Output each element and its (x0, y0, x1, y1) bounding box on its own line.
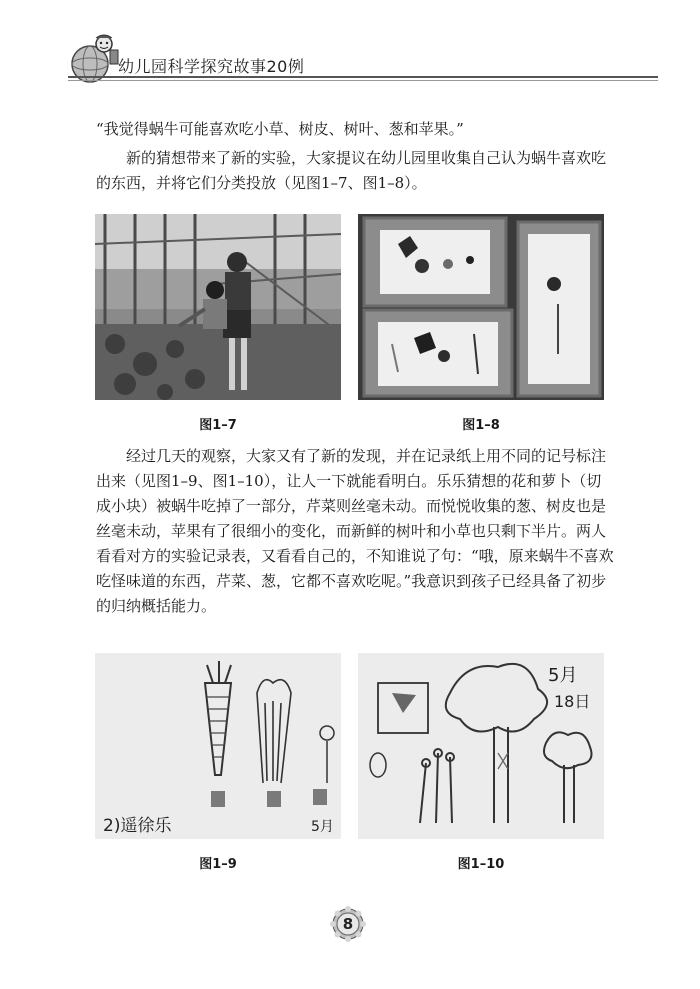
drawing-date-month: 5月 (311, 819, 334, 835)
photo-sorted-baskets (358, 214, 604, 400)
header-rule (68, 76, 658, 78)
drawing-trees-grass-record (358, 653, 604, 839)
drawing-day: 18日 (554, 692, 591, 711)
figure-caption-1-10: 图1–10 (457, 857, 505, 872)
experiment-paragraph: 新的猜想带来了新的实验，大家提议在幼儿园里收集自己认为蜗牛喜欢吃的东西，并将它们分类投放（见图1–7、图1–8）。 (96, 149, 607, 192)
figure-caption-1-7: 图1–7 (199, 418, 237, 433)
page-number: 8 (342, 915, 354, 933)
drawing-month: 5月 (548, 665, 578, 686)
photo-children-garden (95, 214, 341, 400)
drawing-child-name: 2)遥徐乐 (103, 816, 172, 836)
book-title: 幼儿园科学探究故事20例 (118, 57, 305, 76)
figure-caption-1-8: 图1–8 (462, 418, 500, 433)
drawing-carrot-celery-record (95, 653, 341, 839)
header-rule-thin (68, 80, 658, 81)
quote-paragraph: “我觉得蜗牛可能喜欢吃小草、树皮、树叶、葱和苹果。” (96, 120, 464, 138)
page-header (0, 0, 700, 110)
observation-paragraph: 经过几天的观察，大家又有了新的发现，并在记录纸上用不同的记号标注出来（见图1–9、图1–10），让人一下就能看明白。乐乐猜想的花和萝卜（切成小块）被蜗牛吃掉了一部分，芹菜则丝毫未动。而悦悦收集的葱、树皮也是丝毫未动，苹果有了很细小的变化，而新鲜的树叶和小草也只剩下半片。两人看看对方的实验记录表，又看看自己的，不知谁说了句：“哦，原来蜗牛不喜欢吃怪味道的东西，芹菜、葱，它都不喜欢吃呢。”我意识到孩子已经具备了初步的归纳概括能力。 (96, 447, 614, 615)
figure-caption-1-9: 图1–9 (199, 857, 237, 872)
